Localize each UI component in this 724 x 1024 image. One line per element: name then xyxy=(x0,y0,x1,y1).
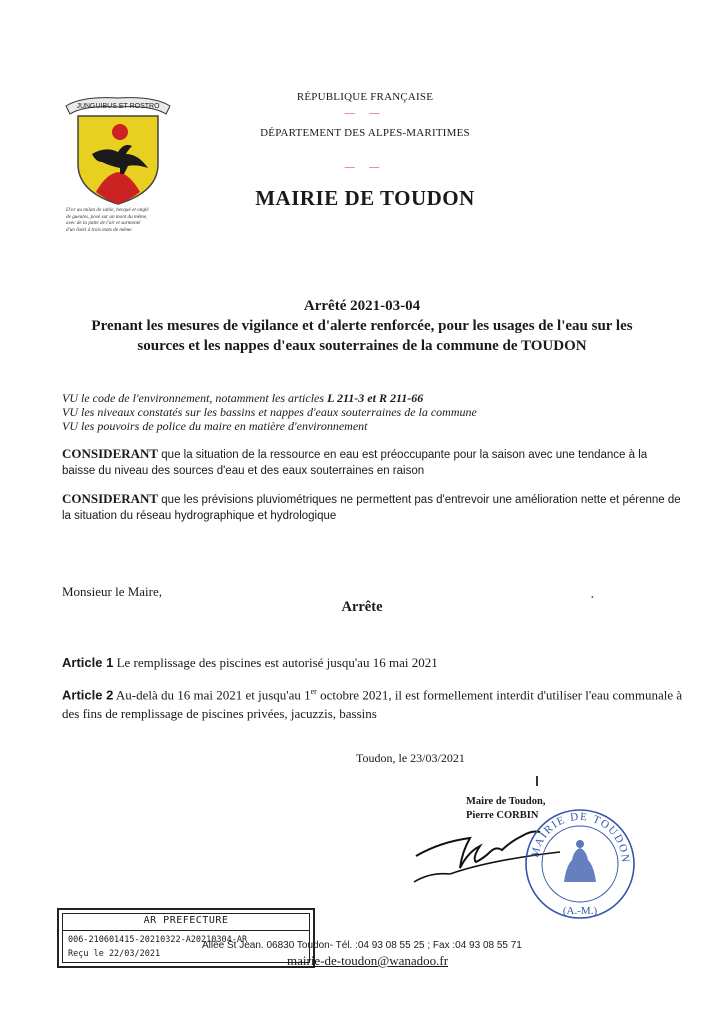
stamp-bottom-text: (A.-M.) xyxy=(562,905,598,917)
vu-line xyxy=(62,405,477,420)
footer-email-link[interactable]: mairie-de-toudon@wanadoo.fr xyxy=(287,953,449,968)
salutation: Monsieur le Maire, xyxy=(62,584,163,599)
article-1 xyxy=(62,653,702,672)
ar-prefecture-ref: 006-210601415-20210322-A20210304-AR xyxy=(68,935,248,945)
footer-address: Allée St Jean. 06830 Toudon- Tél. :04 93 08 55 25 ; Fax :04 93 08 55 71 xyxy=(202,940,522,951)
article-text: Au-delà du 16 mai 2021 et jusqu'au 1 xyxy=(113,687,311,703)
signatory-name: Pierre CORBIN xyxy=(466,810,539,821)
article-2 xyxy=(62,682,702,723)
vu-text: VU les pouvoirs de police du maire en matière d'environnement xyxy=(62,419,368,433)
arrete-number: Arrêté 2021-03-04 xyxy=(303,298,421,314)
separator-top: — — xyxy=(344,108,386,119)
considerant-keyword: CONSIDERANT xyxy=(62,446,159,461)
coat-caption-line: avec de la patte de l'air et surmonté xyxy=(66,220,141,226)
mairie-title: MAIRIE DE TOUDON xyxy=(255,186,475,210)
signatory-title: Maire de Toudon, xyxy=(466,796,546,807)
considerant-paragraph xyxy=(62,446,682,479)
coat-motto: JUNGUIBUS ET ROSTRO xyxy=(76,103,160,110)
coat-caption-line: d'un listel à trois mots de même. xyxy=(66,226,133,233)
article-label: Article 2 xyxy=(62,687,114,703)
article-label: Article 1 xyxy=(62,655,114,670)
ar-prefecture-box xyxy=(57,908,315,968)
coat-caption-line: de gueules, posé sur un mont du même, xyxy=(66,213,148,220)
vu-text: VU les niveaux constatés sur les bassins et nappes d'eaux souterraines de la commune xyxy=(62,405,477,419)
ar-prefecture-received: Reçu le 22/03/2021 xyxy=(68,949,161,959)
article-sup: er xyxy=(310,687,317,696)
considerant-text: que la situation de la ressource en eau est préoccupante pour la saison avec une tendance à la baisse du niveau des sources d'eau et des eaux souterraines en raison xyxy=(62,449,648,477)
separator-bottom: — — xyxy=(344,162,386,173)
mairie-stamp xyxy=(520,800,640,925)
stray-mark: • xyxy=(591,593,594,602)
considerant-keyword: CONSIDERANT xyxy=(62,491,159,506)
coat-caption xyxy=(66,207,178,233)
vu-text: VU le code de l'environnement, notamment les articles xyxy=(62,391,328,405)
coat-caption-line: D'or au milan de sable, becqué et onglé xyxy=(66,207,149,213)
arrete-heading: Arrête xyxy=(341,599,383,615)
stray-mark xyxy=(536,776,538,786)
considerant-text: que les prévisions pluviométriques ne permettent pas d'entrevoir une amélioration nette et pérenne de la situation du réseau hydrographique et hydrologique xyxy=(62,494,681,522)
considerant-paragraph xyxy=(62,491,682,524)
departement-label: DÉPARTEMENT DES ALPES-MARITIMES xyxy=(260,127,470,139)
stamp-ring-text: MAIRIE DE TOUDON xyxy=(529,810,632,864)
arrete-title-line-2: sources et les nappes d'eaux souterraines de la commune de TOUDON xyxy=(137,338,587,354)
arrete-title-line-1: Prenant les mesures de vigilance et d'alerte renforcée, pour les usages de l'eau sur les xyxy=(91,318,633,334)
republique-label: RÉPUBLIQUE FRANÇAISE xyxy=(296,91,434,103)
vu-articles: L 211-3 et R 211-66 xyxy=(327,391,424,405)
vu-line xyxy=(62,419,368,434)
date-place: Toudon, le 23/03/2021 xyxy=(356,751,465,765)
article-text: octobre 2021, il est formellement interdit d'utiliser l'eau communale à des fins de remplissage de piscines privées, jacuzzis, bassins xyxy=(62,687,683,722)
article-text: Le remplissage des piscines est autorisé jusqu'au 16 mai 2021 xyxy=(113,655,438,670)
vu-line xyxy=(62,391,423,406)
ar-prefecture-title: AR PREFECTURE xyxy=(143,915,229,926)
